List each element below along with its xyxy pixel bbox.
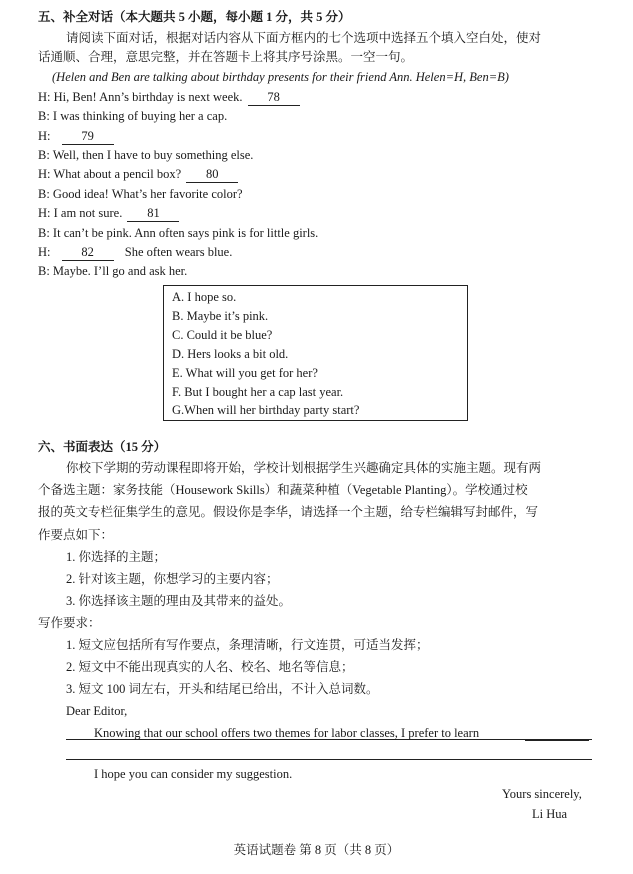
task-paragraph-line3: 报的英文专栏征集学生的意见。假设你是李华，请选择一个主题，给专栏编辑写封邮件，写 (38, 505, 539, 519)
dialogue-line: H: Hi, Ben! Ann’s birthday is next week. 78 (38, 88, 302, 107)
option-f: F. But I bought her a cap last year. (172, 385, 344, 399)
option-g: G.When will her birthday party start? (172, 403, 360, 417)
dialogue-line: B: I was thinking of buying her a cap. (38, 109, 228, 123)
letter-salutation: Dear Editor, (66, 704, 128, 718)
answer-blank: 79 (62, 129, 114, 145)
task-paragraph-line4: 作要点如下： (38, 528, 114, 542)
answer-blank: 78 (248, 90, 300, 106)
answer-line (66, 739, 592, 740)
section5-instruction-line1: 请阅读下面对话，根据对话内容从下面方框内的七个选项中选择五个填入空白处，使对 (66, 31, 542, 45)
dialogue-line: B: Good idea! What’s her favorite color? (38, 187, 243, 201)
option-a: A. I hope so. (172, 290, 237, 304)
answer-line (525, 740, 589, 741)
dialogue-line: H: I am not sure. 81 (38, 204, 181, 223)
option-e: E. What will you get for her? (172, 366, 318, 380)
section5-instruction-line2: 话通顺、合理，意思完整，并在答题卡上将其序号涂黑。一空一句。 (38, 50, 414, 64)
requirements-title: 写作要求： (38, 616, 101, 630)
answer-blank: 82 (62, 245, 114, 261)
requirement: 1. 短文应包括所有写作要点，条理清晰，行文连贯，可适当发挥； (66, 638, 429, 652)
dialogue-line: H: What about a pencil box? 80 (38, 165, 240, 184)
dialogue-line: H: 82 She often wears blue. (38, 245, 233, 259)
letter-signoff: Yours sincerely, (502, 787, 582, 801)
section6-title: 六、书面表达（15 分） (38, 440, 167, 454)
dialogue-line: B: Well, then I have to buy something else. (38, 148, 254, 162)
option-d: D. Hers looks a bit old. (172, 347, 289, 361)
section5-title: 五、补全对话（本大题共 5 小题，每小题 1 分，共 5 分） (38, 10, 351, 24)
writing-point: 1. 你选择的主题； (66, 550, 167, 564)
writing-point: 2. 针对该主题，你想学习的主要内容； (66, 572, 279, 586)
dialogue-line: B: Maybe. I’ll go and ask her. (38, 264, 188, 278)
task-paragraph-line2: 个备选主题：家务技能（Housework Skills）和蔬菜种植（Vegetable Planting）。学校通过校 (38, 483, 528, 497)
writing-point: 3. 你选择该主题的理由及其带来的益处。 (66, 594, 292, 608)
letter-opening: Knowing that our school offers two themes for labor classes, I prefer to learn (94, 726, 480, 740)
letter-signature: Li Hua (532, 807, 568, 821)
dialogue-context: (Helen and Ben are talking about birthday presents for their friend Ann. Helen=H, Ben=B) (52, 70, 509, 84)
answer-blank: 80 (186, 167, 238, 183)
dialogue-line: H: 79 (38, 127, 116, 146)
requirement: 2. 短文中不能出现真实的人名、校名、地名等信息； (66, 660, 354, 674)
letter-closing: I hope you can consider my suggestion. (94, 767, 293, 781)
task-paragraph-line1: 你校下学期的劳动课程即将开始，学校计划根据学生兴趣确定具体的实施主题。现有两 (66, 461, 542, 475)
dialogue-line: B: It can’t be pink. Ann often says pink is for little girls. (38, 226, 319, 240)
options-box (163, 285, 468, 421)
requirement: 3. 短文 100 词左右，开头和结尾已给出，不计入总词数。 (66, 682, 379, 696)
answer-line (66, 759, 592, 760)
answer-blank: 81 (127, 206, 179, 222)
page-footer: 英语试题卷 第 8 页（共 8 页） (233, 843, 400, 857)
option-b: B. Maybe it’s pink. (172, 309, 269, 323)
option-c: C. Could it be blue? (172, 328, 273, 342)
